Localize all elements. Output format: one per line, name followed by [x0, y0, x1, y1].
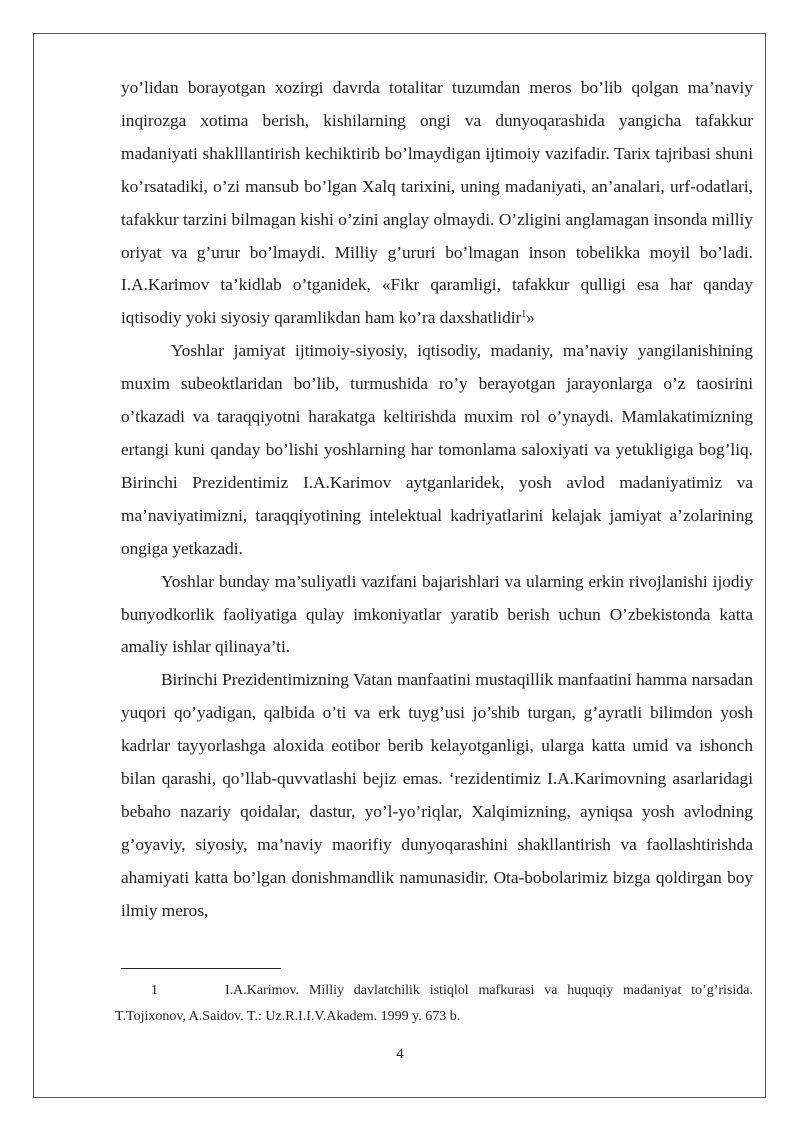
- paragraph-4: Birinchi Prezidentimizning Vatan manfaatini mustaqillik manfaatini hamma narsadan yuqori qo’yadigan, qalbida o’ti va erk tuyg’usi jo’shib turgan, g’ayratli bilimdon yosh kadrlar tayyorlashga aloxida eotibor berib kelayotganligi, ularga katta umid va ishonch bilan qarashi, qo’llab-quvvatlashi bejiz emas. ‘rezidentimiz I.A.Karimovning asarlaridagi bebaho nazariy qoidalar, dastur, yo’l-yo’riqlar, Xalqimizning, ayniqsa yosh avlodning g’oyaviy, siyosiy, ma’naviy maorifiy dunyoqarashini shakllantirish va faollashtirishda ahamiyati katta bo’lgan donishmandlik namunasidir. Ota-bobolarimiz bizga qoldirgan boy ilmiy meros,: [121, 670, 753, 920]
- footnote-text: I.A.Karimov. Milliy davlatchilik istiqlol mafkurasi va huquqiy madaniyat to’g’risida. T.Tojixonov, A.Saidov. T.: Uz.R.I.I.V.Akadem. 1999 y. 673 b.: [115, 983, 753, 1024]
- footnote-separator: [121, 968, 281, 969]
- footnote-number: 1: [151, 983, 158, 998]
- paragraph-1-text: yo’lidan borayotgan xozirgi davrda totalitar tuzumdan meros bo’lib qolgan ma’naviy inqirozga xotima berish, kishilarning ongi va dunyoqarashida yangicha tafakkur madaniyati shaklllantirish kechiktirib bo’lmaydigan ijtimoiy vazifadir. Tarix tajribasi shuni ko’rsatadiki, o’zi mansub bo’lgan Xalq tarixini, uning madaniyati, an’analari, urf-odatlari, tafakkur tarzini bilmagan kishi o’zini anglay olmaydi. O’zligini anglamagan insonda milliy oriyat va g’urur bo’lmaydi. Milliy g’ururi bo’lmagan inson tobelikka moyil bo’ladi. I.A.Karimov ta’kidlab o’tganidek, «Fikr qaramligi, tafakkur qulligi esa har qanday iqtisodiy yoki siyosiy qaramlikdan ham ko’ra daxshatlidir: [121, 78, 753, 328]
- body-text: [121, 72, 753, 928]
- page-number: 4: [396, 1046, 404, 1062]
- quote-close: »: [526, 308, 535, 328]
- footnote: [115, 978, 753, 1030]
- paragraph-1: [121, 72, 753, 335]
- footnote-reference[interactable]: 1: [521, 309, 527, 321]
- paragraph-2: Yoshlar jamiyat ijtimoiy-siyosiy, iqtisodiy, madaniy, ma’naviy yangilanishining muxim subeoktlaridan bo’lib, turmushida ro’y berayotgan jarayonlarga o’z taosirini o’tkazadi va taraqqiyotni harakatga keltirishda muxim rol o’ynaydi. Mamlakatimizning ertangi kuni qanday bo’lishi yoshlarning har tomonlama saloxiyati va yetukligiga bog’liq. Birinchi Prezidentimiz I.A.Karimov aytganlaridek, yosh avlod madaniyatimiz va ma’naviyatimizni, taraqqiyotining intelektual kadriyatlarini kelajak jamiyat a’zolarining ongiga yetkazadi.: [121, 341, 753, 558]
- paragraph-3: Yoshlar bunday ma’suliyatli vazifani bajarishlari va ularning erkin rivojlanishi ijodiy bunyodkorlik faoliyatiga qulay imkoniyatlar yaratib berish uchun O’zbekistonda katta amaliy ishlar qilinaya’ti.: [121, 571, 753, 657]
